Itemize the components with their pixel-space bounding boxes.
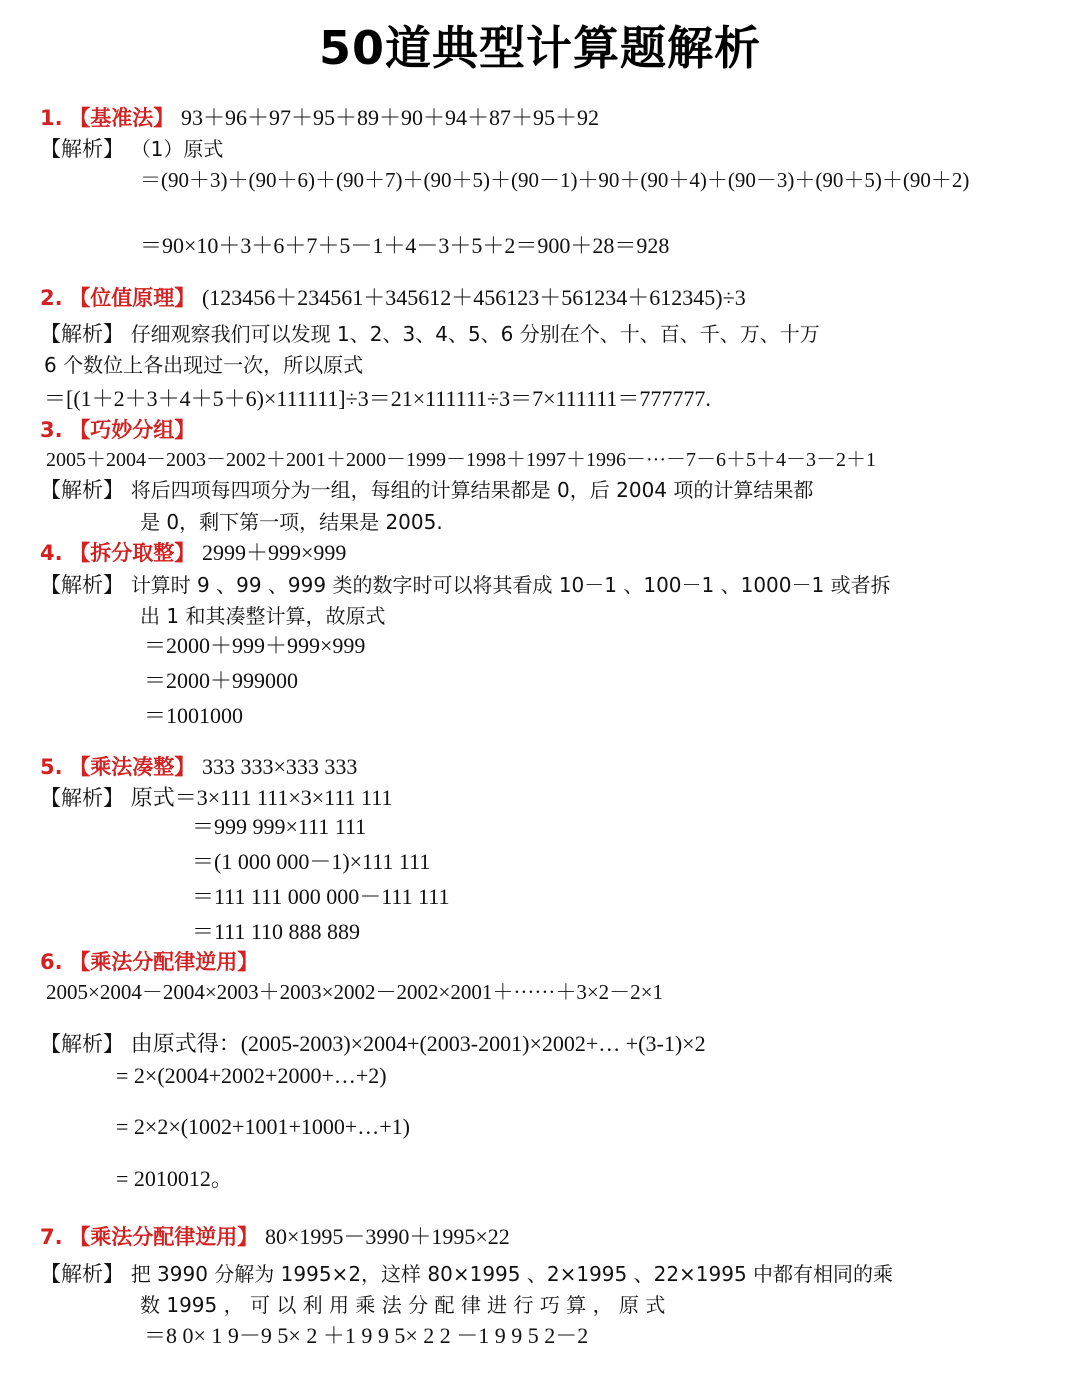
problem-4-analysis-cont: 出 1 和其凑整计算，故原式 [140, 604, 386, 628]
problem-5-analysis [40, 784, 392, 812]
problem-3-analysis-cont: 是 0，剩下第一项，结果是 2005. [140, 510, 443, 534]
analysis-text: 仔细观察我们可以发现 1、2、3、4、5、6 分别在个、十、百、千、万、十万 [130, 322, 820, 346]
method-tag: 【乘法凑整】 [69, 755, 196, 779]
problem-5-step-3: ＝111 111 000 000－111 111 [192, 884, 450, 909]
problem-number: 7. [40, 1225, 63, 1249]
problem-2-analysis [40, 320, 820, 348]
problem-3-analysis [40, 476, 813, 504]
method-tag: 【拆分取整】 [69, 541, 196, 565]
method-tag: 【乘法分配律逆用】 [69, 1225, 259, 1249]
analysis-label: 【解析】 [40, 322, 124, 346]
problem-2-analysis-cont: 6 个数位上各出现过一次，所以原式 [44, 353, 364, 377]
analysis-text: 将后四项每四项分为一组，每组的计算结果都是 0，后 2004 项的计算结果都 [130, 478, 814, 502]
problem-5-step-2: ＝(1 000 000－1)×111 111 [192, 849, 431, 874]
analysis-label: 【解析】 [40, 1262, 124, 1286]
problem-1-step-1: ＝(90＋3)＋(90＋6)＋(90＋7)＋(90＋5)＋(90－1)＋90＋(90＋4)＋(90－3)＋(90＋5)＋(90＋2) [140, 168, 970, 192]
problem-6-analysis [40, 1030, 706, 1058]
problem-expression: 2999＋999×999 [201, 540, 347, 565]
problem-6-expression: 2005×2004－2004×2003＋2003×2002－2002×2001＋······＋3×2－2×1 [46, 980, 664, 1004]
problem-1-heading [40, 104, 599, 132]
analysis-text: 计算时 9 、99 、999 类的数字时可以将其看成 10－1 、100－1 、1000－1 或者拆 [130, 573, 891, 597]
problem-6-step-1: = 2×(2004+2002+2000+…+2) [116, 1063, 387, 1088]
analysis-text: 由原式得：(2005-2003)×2004+(2003-2001)×2002+… +(3-1)×2 [130, 1031, 706, 1056]
method-tag: 【位值原理】 [69, 286, 196, 310]
analysis-text: （1）原式 [130, 137, 224, 161]
analysis-label: 【解析】 [40, 786, 124, 810]
method-tag: 【基准法】 [69, 106, 175, 130]
problem-5-heading [40, 753, 357, 781]
problem-number: 5. [40, 755, 63, 779]
analysis-text: 原式＝3×111 111×3×111 111 [130, 785, 393, 810]
problem-2-step-1: ＝[(1＋2＋3＋4＋5＋6)×111111]÷3＝21×111111÷3＝7×111111＝777777. [44, 386, 711, 411]
problem-4-step-2: ＝2000＋999000 [144, 668, 299, 693]
problem-number: 6. [40, 950, 63, 974]
problem-7-analysis-cont: 数 1995 ， 可 以 利 用 乘 法 分 配 律 进 行 巧 算 ， 原 式 [140, 1293, 666, 1317]
problem-6-step-2: = 2×2×(1002+1001+1000+…+1) [116, 1114, 411, 1139]
problem-4-step-1: ＝2000＋999＋999×999 [144, 633, 366, 658]
problem-7-analysis [40, 1260, 893, 1288]
method-tag: 【乘法分配律逆用】 [69, 950, 259, 974]
problem-6-heading [40, 948, 258, 976]
problem-expression: 333 333×333 333 [201, 754, 358, 779]
problem-4-step-3: ＝1001000 [144, 703, 244, 728]
analysis-label: 【解析】 [40, 137, 124, 161]
problem-1-analysis [40, 135, 223, 163]
page-title: 50道典型计算题解析 [318, 21, 761, 75]
problem-expression: 80×1995－3990＋1995×22 [264, 1224, 510, 1249]
problem-4-analysis [40, 571, 891, 599]
analysis-label: 【解析】 [40, 573, 124, 597]
problem-4-heading [40, 539, 346, 567]
problem-expression: 93＋96＋97＋95＋89＋90＋94＋87＋95＋92 [180, 105, 599, 130]
problem-1-step-2: ＝90×10＋3＋6＋7＋5－1＋4－3＋5＋2＝900＋28＝928 [140, 233, 670, 258]
problem-6-step-3: = 2010012。 [116, 1166, 233, 1191]
problem-5-step-1: ＝999 999×111 111 [192, 814, 367, 839]
problem-2-heading [40, 284, 746, 312]
problem-5-step-4: ＝111 110 888 889 [192, 919, 361, 944]
problem-number: 3. [40, 418, 63, 442]
method-tag: 【巧妙分组】 [69, 418, 196, 442]
problem-7-step-1: ＝8 0× 1 9－9 5× 2 ＋1 9 9 5× 2 2 －1 9 9 5 2－2 [144, 1323, 589, 1348]
problem-number: 4. [40, 541, 63, 565]
problem-3-expression: 2005＋2004－2003－2002＋2001＋2000－1999－1998＋1997＋1996－···－7－6＋5＋4－3－2＋1 [46, 449, 876, 471]
problem-7-heading [40, 1223, 510, 1251]
analysis-text: 把 3990 分解为 1995×2，这样 80×1995 、2×1995 、22×1995 中都有相同的乘 [130, 1262, 894, 1286]
problem-expression: (123456＋234561＋345612＋456123＋561234＋612345)÷3 [201, 285, 746, 310]
analysis-label: 【解析】 [40, 478, 124, 502]
problem-number: 2. [40, 286, 63, 310]
problem-3-heading [40, 416, 195, 444]
analysis-label: 【解析】 [40, 1032, 124, 1056]
problem-number: 1. [40, 106, 63, 130]
